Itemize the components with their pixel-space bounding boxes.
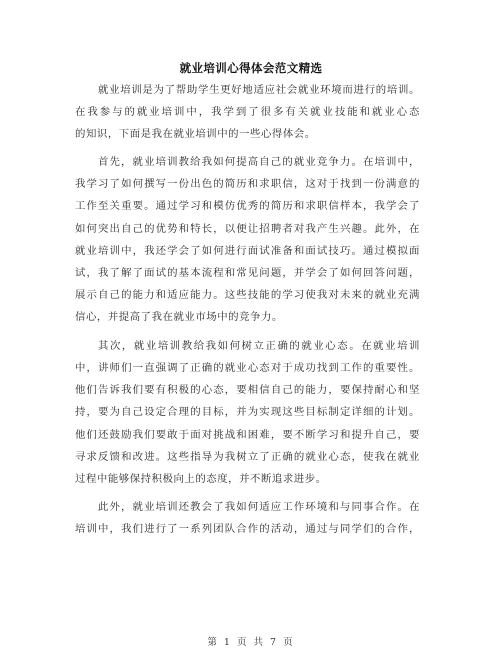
body-line: 如何突出自己的优势和特长，以便让招聘者对我产生兴趣。此外，在 [75, 223, 420, 235]
body-line: 就业培训是为了帮助学生更好地适应社会就业环境而进行的培训。 [98, 84, 420, 96]
body-line: 的知识，下面是我在就业培训中的一些心得体会。 [75, 128, 316, 140]
document-title: 就业培训心得体会范文精选 [179, 61, 323, 75]
page-footer: 第 1 页 共 7 页 [207, 637, 295, 648]
body-line: 他们告诉我们要有积极的心态，要相信自己的能力，要保持耐心和坚 [75, 384, 420, 396]
body-line: 信心，并提高了我在就业市场中的竞争力。 [75, 311, 283, 323]
body-line: 其次，就业培训教给我如何树立正确的就业心态。在就业培训 [98, 340, 420, 352]
body-line: 过程中能够保持积极向上的态度，并不断追求进步。 [75, 473, 327, 485]
body-line: 寻求反馈和改进。这些指导为我树立了正确的就业心态，使我在就业 [75, 451, 420, 463]
body-line: 中，讲师们一直强调了正确的就业心态对于成功找到工作的重要性。 [75, 362, 420, 374]
body-line: 试，我了解了面试的基本流程和常见问题，并学会了如何回答问题， [75, 267, 420, 279]
body-line: 首先，就业培训教给我如何提高自己的就业竞争力。在培训中， [98, 156, 420, 168]
body-line: 他们还鼓励我们要敢于面对挑战和困难，要不断学习和提升自己，要 [75, 429, 420, 441]
body-line: 我学习了如何撰写一份出色的简历和求职信，这对于找到一份满意的 [75, 178, 420, 190]
body-line: 就业培训中，我还学会了如何进行面试准备和面试技巧。通过模拟面 [75, 245, 420, 257]
body-line: 持，要为自己设定合理的目标，并为实现这些目标制定详细的计划。 [75, 406, 420, 418]
body-line: 在我参与的就业培训中，我学到了很多有关就业技能和就业心态 [75, 106, 420, 118]
body-line: 展示自己的能力和适应能力。这些技能的学习使我对未来的就业充满 [75, 289, 420, 301]
body-line: 此外，就业培训还教会了我如何适应工作环境和与同事合作。在 [98, 501, 420, 513]
body-line: 培训中，我们进行了一系列团队合作的活动，通过与同学们的合作， [75, 523, 420, 535]
body-line: 工作至关重要。通过学习和模仿优秀的简历和求职信样本，我学会了 [75, 200, 420, 212]
